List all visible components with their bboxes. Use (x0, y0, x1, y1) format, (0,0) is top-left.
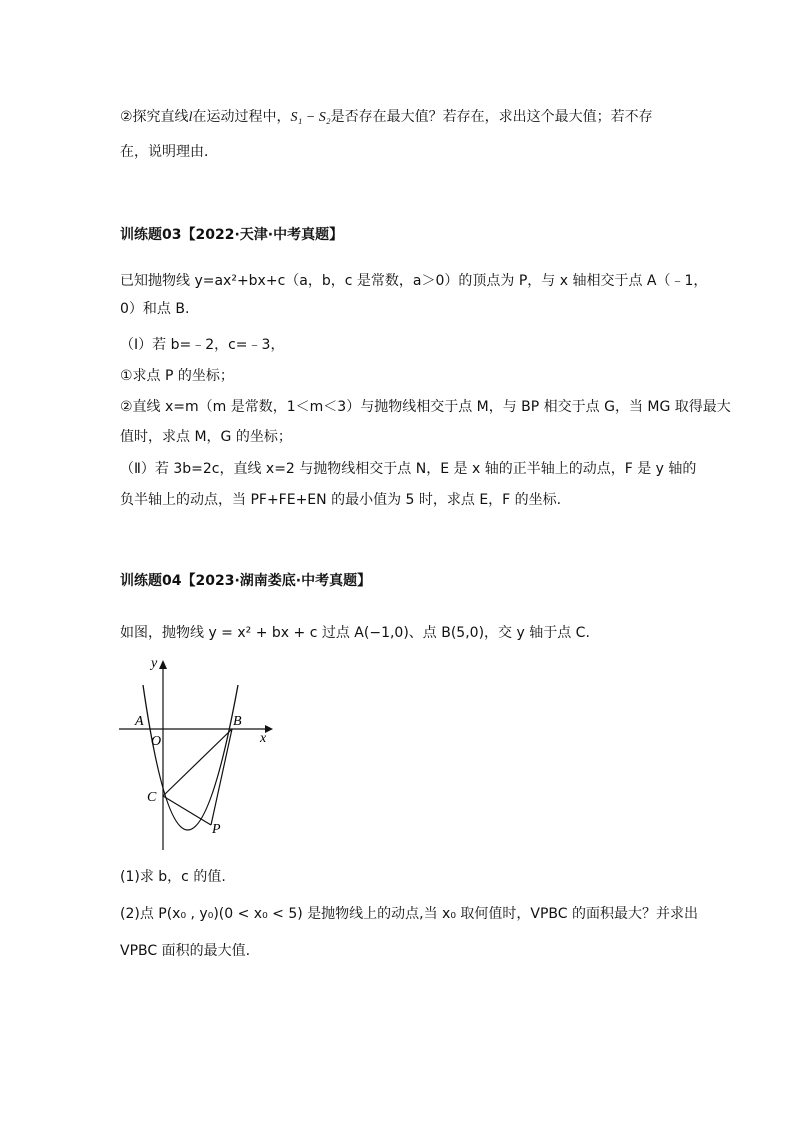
continuation-text: 是否存在最大值？若存在，求出这个最大值；若不存 (330, 109, 653, 125)
line-variable: l (188, 110, 193, 125)
label-x: x (260, 731, 267, 746)
problem03-stem-2: 0）和点 B. (120, 301, 190, 317)
problem03-stem-1: 已知抛物线 y=ax²+bx+c（a，b，c 是常数，a＞0）的顶点为 P，与 x 轴相交于点 A（﹣1， (120, 273, 708, 289)
problem03-q2-b: 值时，求点 M，G 的坐标； (120, 429, 292, 445)
problem03-heading: 训练题03【2022·天津·中考真题】 (120, 227, 344, 243)
parabola-figure (115, 655, 285, 855)
difference-expression: S₁ − S₂ (290, 110, 331, 125)
problem04-q2-b: VPBC 面积的最大值. (120, 943, 251, 959)
continuation-text: ②探究直线 (120, 109, 189, 125)
problem03-part1: （Ⅰ）若 b=﹣2，c=﹣3， (120, 337, 285, 353)
problem03-part2-a: （Ⅱ）若 3b=2c，直线 x=2 与抛物线相交于点 N，E 是 x 轴的正半轴上的动点，F 是 y 轴的 (120, 461, 697, 477)
problem04-stem: 如图，抛物线 y = x² + bx + c 过点 A(−1,0)、点 B(5,0)，交 y 轴于点 C. (120, 625, 590, 641)
continuation-line-1 (120, 107, 653, 128)
label-b: B (233, 714, 242, 729)
label-y: y (151, 656, 158, 671)
problem04-q2-a: (2)点 P(x₀ , y₀)(0 < x₀ < 5) 是抛物线上的动点,当 x₀ 取何值时，VPBC 的面积最大？并求出 (120, 906, 698, 922)
problem03-q2-a: ②直线 x=m（m 是常数，1＜m＜3）与抛物线相交于点 M，与 BP 相交于点 G，当 MG 取得最大 (120, 399, 731, 415)
parabola-curve (143, 685, 238, 830)
problem04-q1: (1)求 b，c 的值. (120, 869, 226, 885)
problem03-q1: ①求点 P 的坐标； (120, 368, 234, 384)
problem03-part2-b: 负半轴上的动点，当 PF+FE+EN 的最小值为 5 时，求点 E，F 的坐标. (120, 492, 562, 508)
segment-pb (211, 729, 232, 825)
continuation-text: 在运动过程中， (192, 109, 291, 125)
label-o: O (151, 734, 162, 749)
y-axis-arrow-icon (159, 660, 167, 669)
label-c: C (147, 790, 157, 805)
problem04-heading: 训练题04【2023·湖南娄底·中考真题】 (120, 573, 372, 589)
label-p: P (212, 822, 221, 837)
continuation-line-2: 在，说明理由． (120, 144, 218, 160)
label-a: A (135, 714, 144, 729)
